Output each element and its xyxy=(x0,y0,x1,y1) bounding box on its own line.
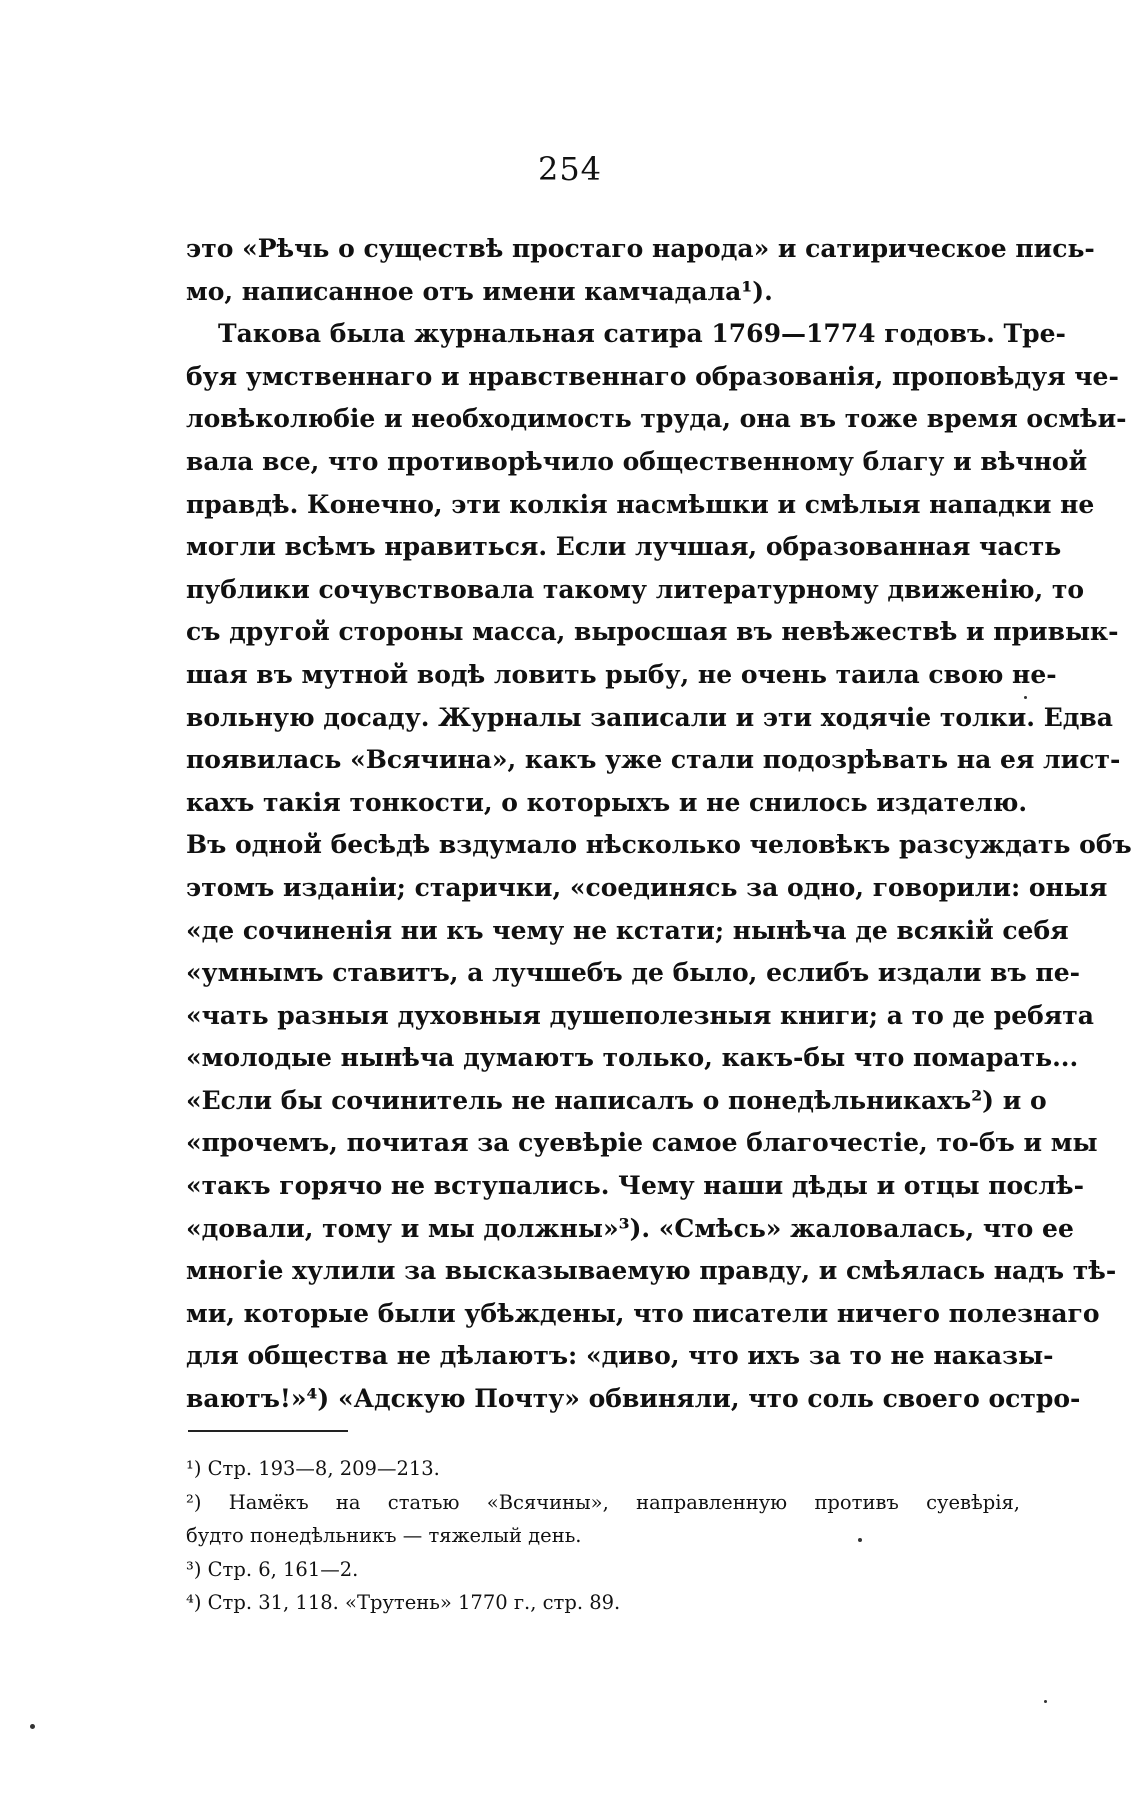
footnote: ¹) Стр. 193—8, 209—213. xyxy=(186,1457,440,1480)
text-line: съ другой стороны масса, выросшая въ невѣжествѣ и привык- xyxy=(186,617,1119,647)
text-line: «такъ горячо не вступались. Чему наши дѣды и отцы послѣ- xyxy=(186,1171,1084,1201)
text-line: «прочемъ, почитая за суевѣріе самое благочестіе, то-бъ и мы xyxy=(186,1128,1098,1158)
scan-speck xyxy=(30,1724,35,1729)
text-line: Такова была журнальная сатира 1769—1774 годовъ. Тре- xyxy=(218,319,1066,349)
text-line: «молодые нынѣча думаютъ только, какъ-бы что помарать... xyxy=(186,1043,1079,1073)
scan-speck xyxy=(1044,1700,1047,1703)
scan-speck xyxy=(1024,696,1027,699)
footnote: ³) Стр. 6, 161—2. xyxy=(186,1557,359,1581)
text-line: для общества не дѣлаютъ: «диво, что ихъ за то не наказы- xyxy=(186,1341,1054,1371)
text-line: многіе хулили за высказываемую правду, и смѣялась надъ тѣ- xyxy=(186,1256,1117,1286)
text-line: это «Рѣчь о существѣ простаго народа» и сатирическое пись- xyxy=(186,234,1095,263)
text-line: ловѣколюбіе и необходимость труда, она въ тоже время осмѣи- xyxy=(186,404,1127,434)
text-line: Въ одной бесѣдѣ вздумало нѣсколько человѣкъ разсуждать объ xyxy=(186,830,1132,860)
text-line: шая въ мутной водѣ ловить рыбу, не очень таила свою не- xyxy=(186,659,1057,689)
text-line: «довали, тому и мы должны»³). «Смѣсь» жаловалась, что ее xyxy=(186,1213,1074,1243)
text-line: правдѣ. Конечно, эти колкія насмѣшки и смѣлыя нападки не xyxy=(186,489,1095,519)
text-line: вала все, что противорѣчило общественному благу и вѣчной xyxy=(186,446,1088,476)
text-line: мо, написанное отъ имени камчадала¹). xyxy=(186,276,773,306)
footnote: ⁴) Стр. 31, 118. «Трутень» 1770 г., стр. 89. xyxy=(186,1591,621,1614)
footnote-divider xyxy=(188,1430,348,1432)
text-line: ваютъ!»⁴) «Адскую Почту» обвиняли, что соль своего остро- xyxy=(186,1384,1081,1414)
body-text xyxy=(186,228,1132,1421)
text-line: могли всѣмъ нравиться. Если лучшая, образованная часть xyxy=(186,532,1062,562)
text-line: этомъ изданіи; старички, «соединясь за одно, говорили: оныя xyxy=(186,872,1108,902)
footnote-continuation: будто понедѣльникъ — тяжелый день. xyxy=(186,1524,582,1547)
text-line: ми, которые были убѣждены, что писатели ничего полезнаго xyxy=(186,1298,1100,1328)
text-line: «умнымъ ставитъ, а лучшебъ де было, еслибъ издали въ пе- xyxy=(186,958,1080,988)
footnote: ²) Намёкъ на статью «Всячины», направленную противъ суевѣрія, xyxy=(186,1490,1020,1514)
footnotes xyxy=(186,1452,1020,1620)
text-line: буя умственнаго и нравственнаго образованія, проповѣдуя че- xyxy=(186,361,1119,391)
text-line: публики сочувствовала такому литературному движенію, то xyxy=(186,574,1085,604)
page-number: 254 xyxy=(537,150,603,188)
text-line: «чать разныя духовныя душеполезныя книги; а то де ребята xyxy=(186,1000,1094,1030)
text-line: кахъ такія тонкости, о которыхъ и не снилось издателю. xyxy=(186,787,1028,817)
text-line: появилась «Всячина», какъ уже стали подозрѣвать на ея лист- xyxy=(186,745,1121,775)
scan-speck xyxy=(858,1538,862,1542)
text-line: «де сочиненія ни къ чему не кстати; нынѣча де всякій себя xyxy=(186,915,1069,945)
text-line: «Если бы сочинитель не написалъ о понедѣльникахъ²) и о xyxy=(186,1085,1047,1115)
text-line: вольную досаду. Журналы записали и эти ходячіе толки. Едва xyxy=(186,702,1113,732)
